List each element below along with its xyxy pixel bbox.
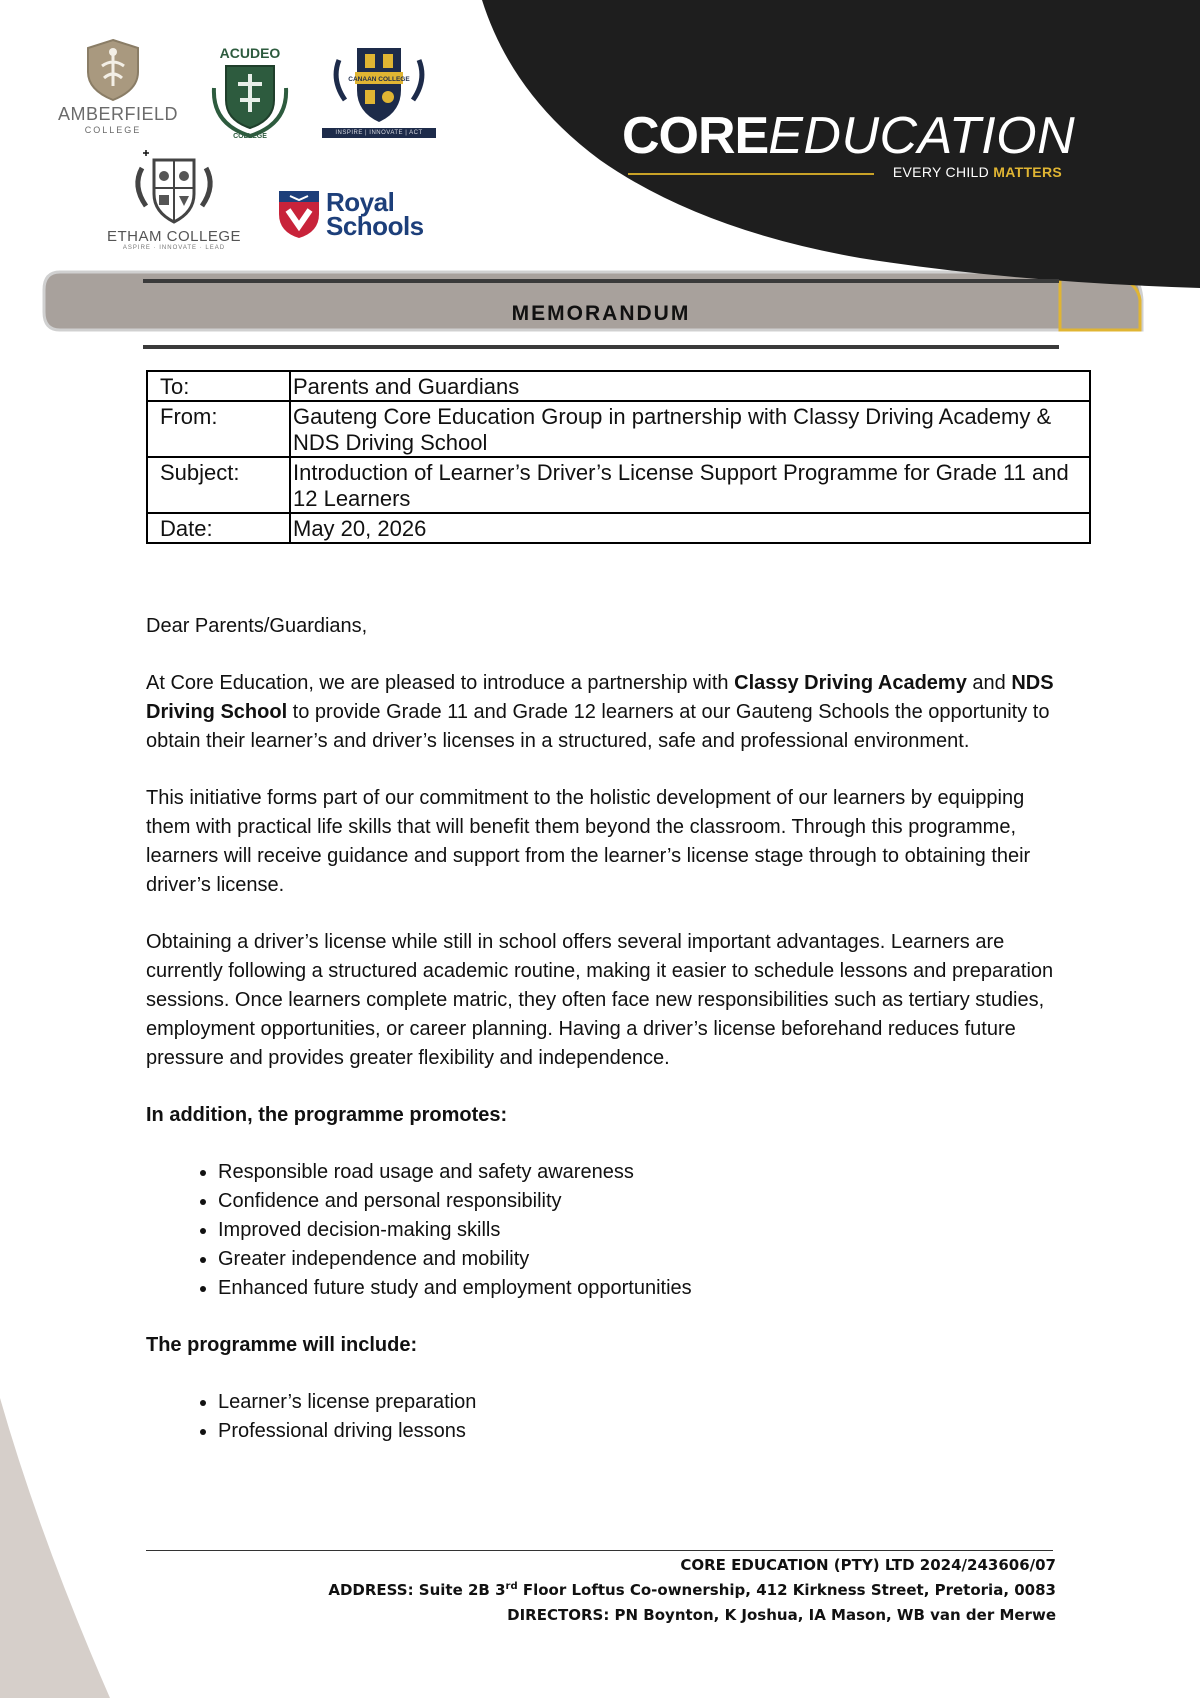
brand-tagline-row <box>622 164 1068 184</box>
memo-rule-top <box>143 279 1059 283</box>
canaan-crest-icon <box>329 40 429 126</box>
list-item: • Greater independence and mobility <box>218 1245 1066 1274</box>
paragraph-initiative: This initiative forms part of our commitment to the holistic development of our learners by equipping them with practical life skills that will benefit them beyond the classroom. Through this programme, learners will receive guidance and support from the learner’s license stage through to obtaining their driver’s license. <box>146 787 1031 896</box>
amberfield-sub: COLLEGE <box>84 125 142 135</box>
company-footer <box>146 1553 1056 1628</box>
footer-company-registration: CORE EDUCATION (PTY) LTD 2024/243606/07 <box>680 1556 1056 1574</box>
tagline-gold-rule <box>628 173 874 175</box>
canaan-motto: INSPIRE | INNOVATE | ACT <box>322 128 436 138</box>
etham-motto: ASPIRE · INNOVATE · LEAD <box>122 245 226 251</box>
list-item: • Confidence and personal responsibility <box>218 1187 1066 1216</box>
include-heading: The programme will include: <box>146 1334 418 1356</box>
paragraph-advantages: Obtaining a driver’s license while still in school offers several important advantages. Learners are currently following a structured academic routine, making it easier to schedule lessons and preparation sessions. Once learners complete matric, they often face new responsibilities such as tertiary studies, employment opportunities, or career planning. Having a driver’s license beforehand reduces future pressure and provides greater flexibility and independence. <box>146 931 1054 1069</box>
to-row <box>147 371 1090 401</box>
acudeo-college-logo <box>202 40 298 140</box>
greeting: Dear Parents/Guardians, <box>146 615 368 637</box>
include-list <box>146 1388 1066 1446</box>
from-row <box>147 401 1090 457</box>
etham-crest-icon <box>128 150 220 226</box>
royal-schools-name: Royal Schools <box>326 187 424 241</box>
paragraph-intro: At Core Education, we are pleased to introduce a partnership with Classy Driving Academy and NDS Driving School to provide Grade 11 and Grade 12 learners at our Gauteng Schools the opportunity to obtain their learner’s and driver’s licenses in a structured, safe and professional environment. <box>146 672 1054 752</box>
date-value: May 20, 2026 <box>290 513 1090 543</box>
from-value: Gauteng Core Education Group in partnership with Classy Driving Academy & NDS Driving School <box>290 401 1090 457</box>
memo-body <box>146 612 1066 1474</box>
footer-rule <box>146 1550 1053 1551</box>
canaan-college-logo <box>322 40 436 138</box>
acudeo-name: ACUDEO <box>219 45 281 61</box>
amberfield-college-logo <box>58 38 179 135</box>
list-item: • Learner’s license preparation <box>218 1388 1066 1417</box>
brand-education: EDUCATION <box>768 107 1076 165</box>
royal-shield-icon <box>276 188 322 240</box>
to-label: To: <box>147 371 290 401</box>
core-education-brand <box>622 107 1076 184</box>
subject-label: Subject: <box>147 457 290 513</box>
amberfield-crest-icon <box>78 38 148 102</box>
list-item: • Enhanced future study and employment opportunities <box>218 1274 1066 1303</box>
etham-college-logo <box>106 150 242 251</box>
date-row <box>147 513 1090 543</box>
memo-title: MEMORANDUM <box>511 302 691 325</box>
subject-value: Introduction of Learner’s Driver’s License Support Programme for Grade 11 and 12 Learners <box>290 457 1090 513</box>
brand-tagline: EVERY CHILD MATTERS <box>892 164 1062 180</box>
footer-address: ADDRESS: Suite 2B 3rd Floor Loftus Co-ownership, 412 Kirkness Street, Pretoria, 0083 <box>328 1581 1056 1599</box>
subject-row <box>147 457 1090 513</box>
promotes-heading: In addition, the programme promotes: <box>146 1104 508 1126</box>
footer-directors: DIRECTORS: PN Boynton, K Joshua, IA Mason, WB van der Merwe <box>507 1606 1056 1624</box>
list-item: • Improved decision-making skills <box>218 1216 1066 1245</box>
footer-left-decorative-shape <box>0 1398 140 1698</box>
memo-info-table <box>146 370 1091 544</box>
brand-core: CORE <box>622 107 769 165</box>
promotes-list <box>146 1158 1066 1303</box>
to-value: Parents and Guardians <box>290 371 1090 401</box>
amberfield-name: AMBERFIELD <box>58 104 179 124</box>
brand-wordmark <box>622 107 1076 165</box>
date-label: Date: <box>147 513 290 543</box>
list-item: • Professional driving lessons <box>218 1417 1066 1446</box>
acudeo-sub: COLLEGE <box>233 133 267 140</box>
memo-rule-bottom <box>143 345 1059 349</box>
list-item: • Responsible road usage and safety awareness <box>218 1158 1066 1187</box>
canaan-name: CANAAN COLLEGE <box>348 76 410 83</box>
royal-schools-logo <box>276 188 426 244</box>
etham-name: ETHAM COLLEGE <box>106 228 242 245</box>
from-label: From: <box>147 401 290 457</box>
acudeo-crest-icon <box>204 40 296 140</box>
